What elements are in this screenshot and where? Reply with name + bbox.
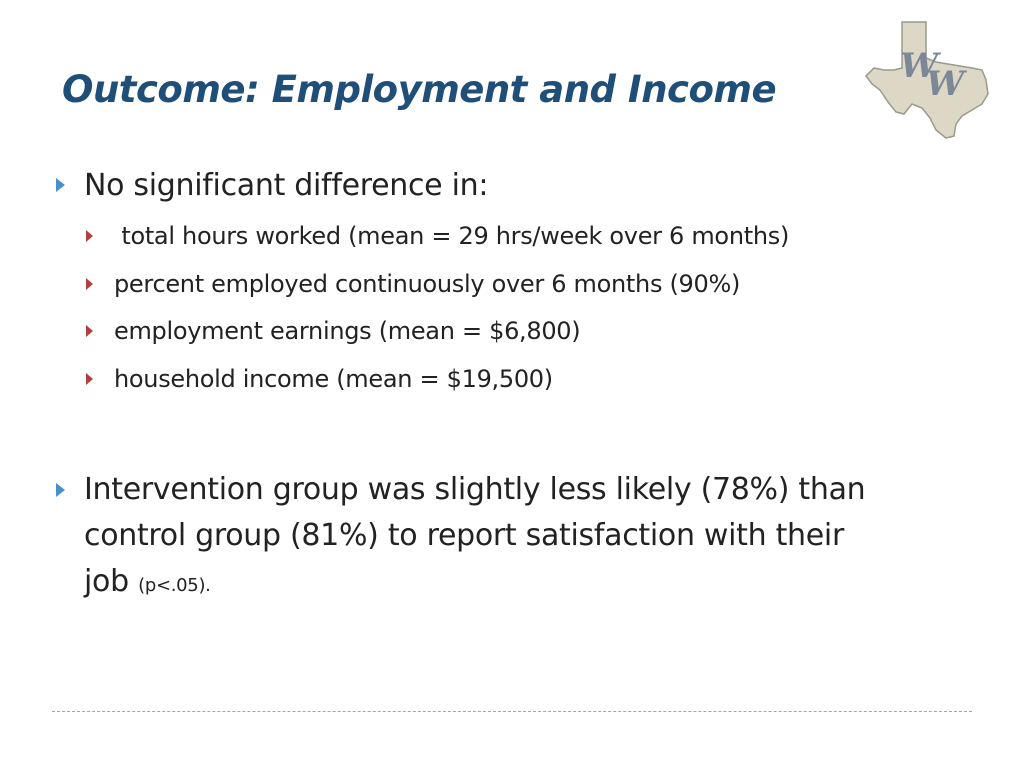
slide-title: Outcome: Employment and Income — [62, 68, 777, 111]
footer-divider — [52, 711, 972, 712]
sub-bullet-household-income — [114, 364, 553, 394]
sub-bullet-percent-employed — [114, 269, 740, 299]
significance-note: (p<.05). — [138, 575, 211, 596]
bullet-arrow-icon — [56, 483, 65, 497]
logo-letter-w1: W — [900, 46, 939, 86]
sub-bullet-arrow-icon — [86, 230, 93, 242]
sub-bullet-text: percent employed continuously over 6 months (90%) — [114, 270, 741, 298]
bullet-no-significant-difference — [84, 163, 488, 209]
bullet-line-text: job — [84, 564, 129, 599]
sub-bullet-text: employment earnings (mean = $6,800) — [114, 317, 581, 345]
sub-bullet-employment-earnings — [114, 316, 580, 346]
bullet-line — [84, 559, 865, 609]
bullet-line: Intervention group was slightly less likely (78%) than — [84, 472, 866, 507]
texas-ww-logo — [864, 18, 992, 142]
sub-bullet-arrow-icon — [86, 278, 93, 290]
bullet-line: control group (81%) to report satisfaction with their — [84, 518, 844, 553]
sub-bullet-text: total hours worked (mean = 29 hrs/week over 6 months) — [114, 222, 790, 250]
logo-letter-w2: W — [926, 64, 965, 104]
bullet-intervention-group — [84, 467, 865, 609]
logo-letters — [900, 46, 965, 106]
sub-bullet-arrow-icon — [86, 325, 93, 337]
sub-bullet-text: household income (mean = $19,500) — [114, 365, 553, 393]
bullet-text: No significant difference in: — [84, 168, 489, 203]
bullet-arrow-icon — [56, 178, 65, 192]
sub-bullet-arrow-icon — [86, 373, 93, 385]
sub-bullet-total-hours — [114, 221, 789, 251]
